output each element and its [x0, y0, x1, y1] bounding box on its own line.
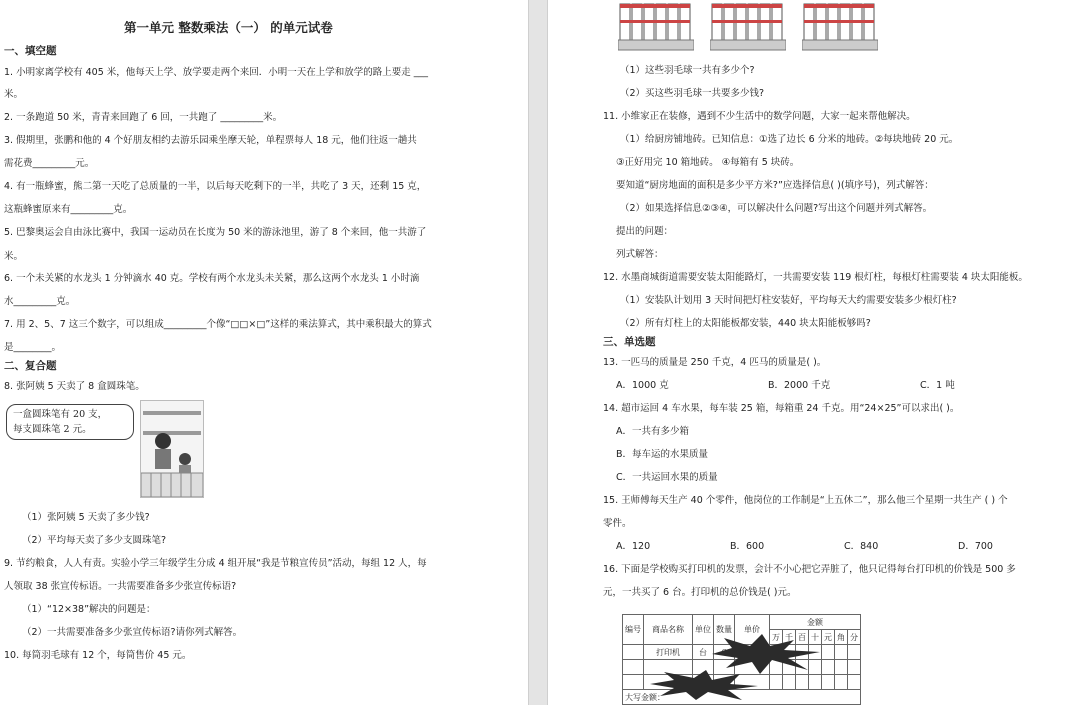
ink-stain-2	[650, 670, 760, 700]
question-11-1-ask: 要知道“厨房地面的面积是多少平方米?”应选择信息( )(填序号)，列式解答：	[616, 180, 934, 191]
question-16: 16. 下面是学校购买打印机的发票，会计不小心把它弄脏了，他只记得每台打印机的价钱是 500 多	[603, 564, 1016, 575]
question-12-2: （2）所有灯柱上的太阳能板都安装，440 块太阳能板够吗?	[620, 318, 871, 329]
question-11-2-prompt: 提出的问题：	[616, 226, 674, 237]
question-9-cont: 人领取 38 张宣传标语。一共需要准备多少张宣传标语?	[4, 581, 237, 592]
question-1-cont: 米。	[4, 89, 24, 100]
question-7-cont: 是________。	[4, 342, 62, 353]
question-8-2: （2）平均每天卖了多少支圆珠笔?	[22, 535, 167, 546]
question-14-option-a: A．一共有多少箱	[616, 426, 689, 437]
question-13-option-c: C．1 吨	[920, 380, 955, 391]
question-10-2: （2）买这些羽毛球一共要多少钱?	[620, 88, 765, 99]
invoice-header-no: 编号	[623, 615, 644, 645]
section-single-choice: 三、单选题	[603, 336, 656, 348]
shuttlecock-box-2	[710, 0, 786, 52]
question-10: 10. 每筒羽毛球有 12 个，每筒售价 45 元。	[4, 650, 192, 661]
invoice-header-price: 单价	[735, 615, 770, 645]
invoice-total-label: 大写金额：	[623, 690, 861, 705]
invoice-header-item: 商品名称	[644, 615, 693, 645]
question-8: 8. 张阿姨 5 天卖了 8 盒圆珠笔。	[4, 381, 145, 392]
question-16-cont: 元，一共买了 6 台。打印机的总价钱是( )元。	[603, 587, 797, 598]
question-11-1: （1）给厨房铺地砖。已知信息：①选了边长 6 分米的地砖。②每块地砖 20 元。	[620, 134, 959, 145]
question-15-cont: 零件。	[603, 518, 632, 529]
question-5: 5. 巴黎奥运会自由泳比赛中，我国一运动员在长度为 50 米的游泳池里，游了 8 个来回，他一共游了	[4, 227, 427, 238]
question-13-option-a: A．1000 克	[616, 380, 669, 391]
question-8-1: （1）张阿姨 5 天卖了多少钱?	[22, 512, 150, 523]
question-12: 12. 水墨商城街道需要安装太阳能路灯，一共需要安装 119 根灯柱，每根灯柱需要装 4 块太阳能板。	[603, 272, 1028, 283]
invoice-header-qty: 数量	[714, 615, 735, 645]
bubble-line-2: 每支圆珠笔 2 元。	[13, 424, 92, 435]
ink-stain-1	[712, 634, 822, 674]
question-3: 3. 假期里，张鹏和他的 4 个好朋友相约去游乐园乘坐摩天轮，单程票每人 18 元，他们往返一趟共	[4, 135, 417, 146]
bubble-line-1: 一盒圆珠笔有 20 支，	[13, 409, 108, 420]
question-13-option-b: B．2000 千克	[768, 380, 831, 391]
question-14-option-c: C．一共运回水果的质量	[616, 472, 718, 483]
question-14-option-b: B．每车运的水果质量	[616, 449, 709, 460]
question-12-1: （1）安装队计划用 3 天时间把灯柱安装好，平均每天大约需要安装多少根灯柱?	[620, 295, 957, 306]
invoice-item-unit: 台	[693, 645, 714, 660]
question-11-2-answer: 列式解答：	[616, 249, 664, 260]
page-title: 第一单元 整数乘法（一） 的单元试卷	[124, 20, 333, 35]
question-4: 4. 有一瓶蜂蜜，熊二第一天吃了总质量的一半，以后每天吃剩下的一半，共吃了 3 天，还剩 15 克，	[4, 181, 427, 192]
question-11-2: （2）如果选择信息②③④，可以解决什么问题?写出这个问题并列式解答。	[620, 203, 933, 214]
question-15-option-a: A．120	[616, 541, 651, 552]
invoice-header-amount: 金额	[770, 615, 861, 630]
invoice-digit: 十	[809, 630, 822, 645]
question-15-option-b: B．600	[730, 541, 765, 552]
question-7: 7. 用 2、5、7 这三个数字，可以组成_________个像“□□×□”这样的乘法算式，其中乘积最大的算式	[4, 319, 432, 330]
invoice-header-row	[623, 615, 861, 630]
question-15: 15. 王师傅每天生产 40 个零件，他岗位的工作制是“上五休二”，那么他三个星期一共生产 ( ) 个	[603, 495, 1008, 506]
question-9-2: （2）一共需要准备多少张宣传标语?请你列式解答。	[22, 627, 243, 638]
invoice-item-name: 打印机	[644, 645, 693, 660]
section-composite: 二、复合题	[4, 360, 57, 372]
pen-shop-illustration	[140, 400, 204, 498]
shuttlecock-box-1	[618, 0, 694, 52]
shuttlecock-box-3	[802, 0, 878, 52]
question-5-cont: 米。	[4, 251, 24, 262]
question-15-option-c: C．840	[844, 541, 879, 552]
invoice-digit: 元	[822, 630, 835, 645]
right-page	[548, 0, 1080, 705]
section-fill-blank: 一、填空题	[4, 45, 57, 57]
question-3-cont: 需花费_________元。	[4, 158, 95, 169]
question-2: 2. 一条跑道 50 米，青青来回跑了 6 回，一共跑了 _________米。	[4, 112, 283, 123]
left-page	[0, 0, 528, 705]
page-gutter	[528, 0, 548, 705]
invoice-digit: 万	[770, 630, 783, 645]
question-11: 11. 小维家正在装修，遇到不少生活中的数学问题，大家一起来帮他解决。	[603, 111, 916, 122]
question-1: 1. 小明家离学校有 405 米，他每天上学、放学要走两个来回．小明一天在上学和放学的路上要走 ___	[4, 67, 429, 78]
invoice-digit: 分	[848, 630, 861, 645]
invoice-digit: 百	[796, 630, 809, 645]
invoice-digit: 千	[783, 630, 796, 645]
question-13: 13. 一匹马的质量是 250 千克，4 匹马的质量是( )。	[603, 357, 827, 368]
invoice-digit: 角	[835, 630, 848, 645]
shopkeeper-figure	[141, 401, 203, 497]
question-9: 9. 节约粮食，人人有责。实验小学三年级学生分成 4 组开展“我是节粮宣传员”活动，每组 12 人，每	[4, 558, 427, 569]
question-9-1: （1）“12×38”解决的问题是：	[22, 604, 156, 615]
question-6: 6. 一个未关紧的水龙头 1 分钟滴水 40 克。学校有两个水龙头未关紧，那么这两个水龙头 1 小时滴	[4, 273, 420, 284]
invoice-header-unit: 单位	[693, 615, 714, 645]
question-11-1-info: ③正好用完 10 箱地砖。 ④每箱有 5 块砖。	[616, 157, 800, 168]
question-10-1: （1）这些羽毛球一共有多少个?	[620, 65, 755, 76]
question-14: 14. 超市运回 4 车水果，每车装 25 箱，每箱重 24 千克。用“24×25”可以求出( )。	[603, 403, 960, 414]
question-6-cont: 水_________克。	[4, 296, 76, 307]
question-15-option-d: D．700	[958, 541, 993, 552]
question-4-cont: 这瓶蜂蜜原来有_________克。	[4, 204, 133, 215]
speech-bubble	[6, 404, 134, 440]
